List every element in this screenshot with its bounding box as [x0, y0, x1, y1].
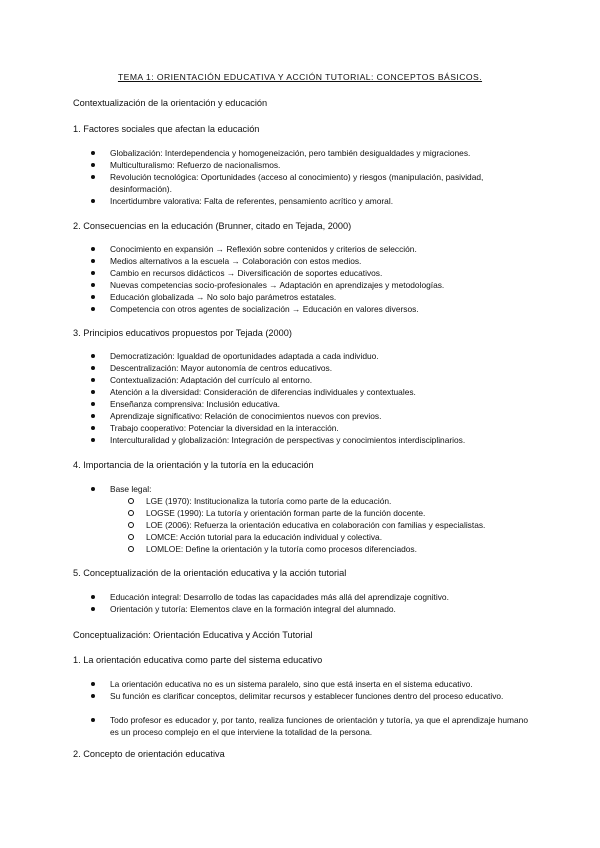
list-item: Conocimiento en expansión → Reflexión sobre contenidos y criterios de selección. [110, 243, 417, 255]
bullet-icon [91, 307, 95, 311]
section-heading-contextualization: Contextualización de la orientación y educación [73, 98, 268, 108]
list-item: Medios alternativos a la escuela → Colaboración con estos medios. [110, 255, 361, 267]
bullet-icon [91, 402, 95, 406]
bullet-icon [91, 295, 95, 299]
list-item: La orientación educativa no es un sistema paralelo, sino que está inserta en el sistema educativo. [110, 678, 473, 690]
sub-list-item: LOGSE (1990): La tutoría y orientación forman parte de la función docente. [146, 507, 425, 519]
list-item: Enseñanza comprensiva: Inclusión educativa. [110, 398, 280, 410]
bullet-icon [91, 718, 95, 722]
sub-list-item: LOMLOE: Define la orientación y la tutoría como procesos diferenciados. [146, 543, 417, 555]
bullet-icon [91, 682, 95, 686]
bullet-icon [91, 271, 95, 275]
bullet-icon [91, 694, 95, 698]
circle-bullet-icon [128, 534, 134, 540]
sub-list-item: LGE (1970): Institucionaliza la tutoría como parte de la educación. [146, 495, 391, 507]
bullet-icon [91, 426, 95, 430]
document-title: TEMA 1: ORIENTACIÓN EDUCATIVA Y ACCIÓN TUTORIAL: CONCEPTOS BÁSICOS. [117, 72, 483, 82]
bullet-icon [91, 378, 95, 382]
list-item: Competencia con otros agentes de socialización → Educación en valores diversos. [110, 303, 419, 315]
sub-list-item: LOE (2006): Refuerza la orientación educativa en colaboración con familias y especialistas. [146, 519, 485, 531]
bullet-icon [91, 607, 95, 611]
bullet-icon [91, 366, 95, 370]
bullet-icon [91, 199, 95, 203]
list-item: Revolución tecnológica: Oportunidades (acceso al conocimiento) y riesgos (manipulación, pasividad, desinformación). [110, 171, 528, 195]
list-item: Interculturalidad y globalización: Integración de perspectivas y conocimientos interdisciplinarios. [110, 434, 465, 446]
heading-social-factors: 1. Factores sociales que afectan la educación [73, 124, 260, 134]
list-item: Educación integral: Desarrollo de todas las capacidades más allá del aprendizaje cognitivo. [110, 591, 449, 603]
bullet-icon [91, 595, 95, 599]
heading-conceptualization: 5. Conceptualización de la orientación educativa y la acción tutorial [73, 568, 347, 578]
list-item: Democratización: Igualdad de oportunidades adaptada a cada individuo. [110, 350, 379, 362]
list-item: Aprendizaje significativo: Relación de conocimientos nuevos con previos. [110, 410, 381, 422]
list-item: Contextualización: Adaptación del currículo al entorno. [110, 374, 312, 386]
heading-concept: 2. Concepto de orientación educativa [73, 749, 225, 759]
circle-bullet-icon [128, 546, 134, 552]
bullet-icon [91, 151, 95, 155]
list-item: Cambio en recursos didácticos → Diversificación de soportes educativos. [110, 267, 382, 279]
heading-importance: 4. Importancia de la orientación y la tutoría en la educación [73, 460, 314, 470]
list-item: Base legal: [110, 483, 151, 495]
bullet-icon [91, 354, 95, 358]
list-item: Globalización: Interdependencia y homogeneización, pero también desigualdades y migraciones. [110, 147, 470, 159]
list-item: Todo profesor es educador y, por tanto, realiza funciones de orientación y tutoría, ya que el aprendizaje humano es un proceso complejo en el que interviene la totalidad de la persona. [110, 714, 528, 738]
heading-principles: 3. Principios educativos propuestos por Tejada (2000) [73, 328, 292, 338]
bullet-icon [91, 283, 95, 287]
list-item: Nuevas competencias socio-profesionales → Adaptación en aprendizajes y metodologías. [110, 279, 444, 291]
section-heading-conceptualization: Conceptualización: Orientación Educativa y Acción Tutorial [73, 630, 313, 640]
bullet-icon [91, 163, 95, 167]
list-item: Multiculturalismo: Refuerzo de nacionalismos. [110, 159, 280, 171]
heading-consequences: 2. Consecuencias en la educación (Brunner, citado en Tejada, 2000) [73, 221, 352, 231]
list-item: Su función es clarificar conceptos, delimitar recursos y establecer funciones dentro del proceso educativo. [110, 690, 528, 702]
list-item: Educación globalizada → No solo bajo parámetros estatales. [110, 291, 336, 303]
list-item: Descentralización: Mayor autonomía de centros educativos. [110, 362, 332, 374]
list-item: Orientación y tutoría: Elementos clave en la formación integral del alumnado. [110, 603, 396, 615]
bullet-icon [91, 247, 95, 251]
list-item: Atención a la diversidad: Consideración de diferencias individuales y contextuales. [110, 386, 416, 398]
bullet-icon [91, 414, 95, 418]
circle-bullet-icon [128, 522, 134, 528]
bullet-icon [91, 438, 95, 442]
heading-orientation-system: 1. La orientación educativa como parte del sistema educativo [73, 655, 323, 665]
bullet-icon [91, 390, 95, 394]
list-item: Trabajo cooperativo: Potenciar la diversidad en la interacción. [110, 422, 339, 434]
circle-bullet-icon [128, 498, 134, 504]
bullet-icon [91, 175, 95, 179]
bullet-icon [91, 259, 95, 263]
bullet-icon [91, 487, 95, 491]
circle-bullet-icon [128, 510, 134, 516]
list-item: Incertidumbre valorativa: Falta de referentes, pensamiento acrítico y amoral. [110, 195, 393, 207]
sub-list-item: LOMCE: Acción tutorial para la educación individual y colectiva. [146, 531, 382, 543]
